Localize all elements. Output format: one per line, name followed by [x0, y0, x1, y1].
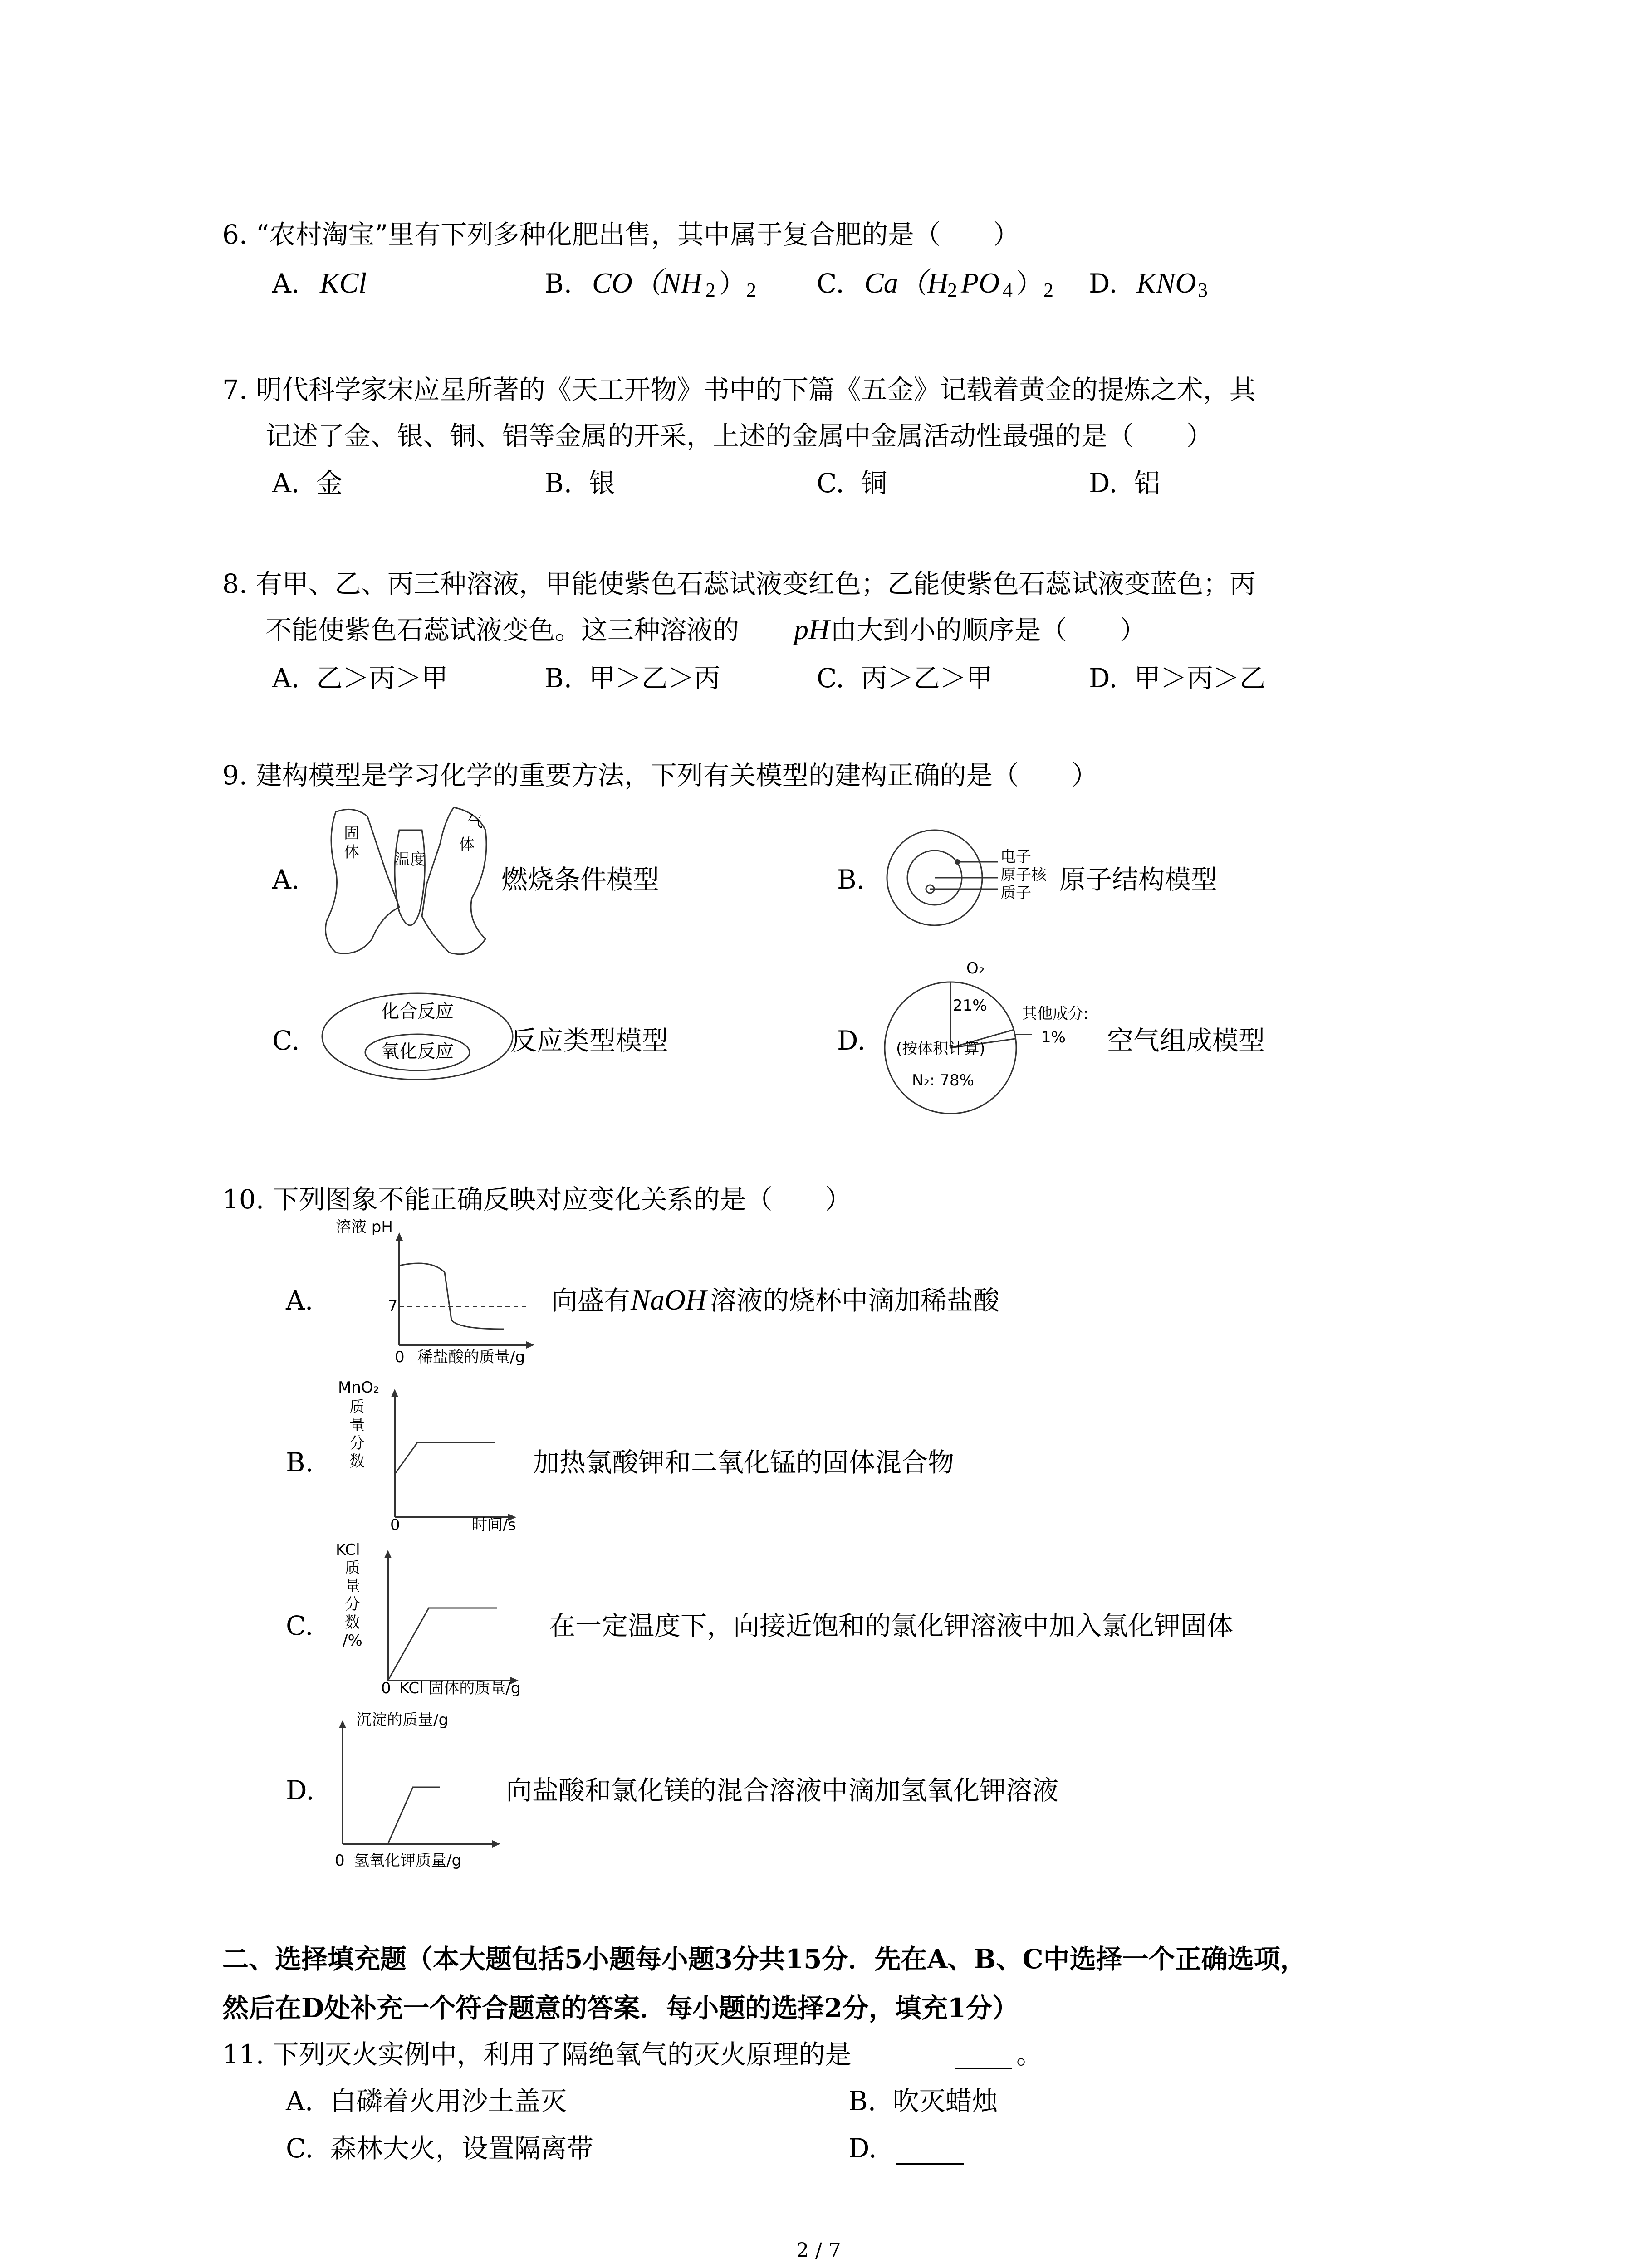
q9-d-n2: N₂: 78% [912, 1071, 974, 1090]
q7-stem-line1: 7. 明代科学家宋应星所著的《天工开物》书中的下篇《五金》记载着黄金的提炼之术，其 [222, 374, 1256, 405]
q6-option-d-label: D. [1089, 268, 1117, 299]
q10-b-xlabel: 时间/s [472, 1516, 516, 1534]
q10-c-ylabel-1: KCl [336, 1541, 360, 1559]
q10-a-text-pre: 向盛有 [551, 1285, 631, 1316]
q10-c-ylabel-4: 分 [345, 1595, 360, 1613]
q6-stem: 6. “农村淘宝”里有下列多种化肥出售，其中属于复合肥的是（ ） [222, 219, 1020, 250]
q11-option-b: B. 吹灭蜡烛 [848, 2086, 998, 2116]
q10-option-d-label: D. [286, 1775, 314, 1806]
q9-option-c-label: C. [272, 1025, 300, 1056]
q7-option-a: A. 金 [272, 468, 343, 499]
q10-a-text-post: 溶液的烧杯中滴加稀盐酸 [710, 1285, 1000, 1316]
q7-option-c: C. 铜 [817, 468, 887, 499]
q11-option-c: C. 森林大火，设置隔离带 [286, 2133, 593, 2164]
q10-option-a-label: A. [286, 1285, 314, 1316]
q10-a-naoh: NaOH [631, 1284, 707, 1316]
q10-stem: 10. 下列图象不能正确反映对应变化关系的是（ ） [222, 1184, 852, 1215]
q6-option-c-paren: ） [1016, 268, 1043, 299]
q11-option-d-blank[interactable] [896, 2135, 964, 2165]
q8-stem-ph: pH [794, 613, 830, 645]
q9-c-inner-label: 氧化反应 [381, 1041, 454, 1062]
q10-a-xlabel: 稀盐酸的质量/g [417, 1348, 525, 1366]
q9-d-other: 其他成分: [1022, 1005, 1089, 1023]
q10-d-ylabel: 沉淀的质量/g [356, 1711, 449, 1729]
q10-option-c-text: 在一定温度下，向接近饱和的氯化钾溶液中加入氯化钾固体 [549, 1610, 1234, 1641]
q9-b-electron: 电子 [1000, 848, 1031, 866]
q10-b-ylabel-4: 分 [349, 1434, 365, 1452]
q6-option-c-formula: Ca（H [864, 267, 948, 299]
q8-option-d: D. 甲＞丙＞乙 [1089, 663, 1266, 694]
q9-option-d-text: 空气组成模型 [1107, 1025, 1265, 1056]
q10-b-ylabel-5: 数 [349, 1452, 365, 1471]
q10-c-xlabel: KCl 固体的质量/g [399, 1679, 521, 1697]
q7-option-b: B. 银 [544, 468, 615, 499]
q6-option-c-sub2: 4 [1003, 279, 1013, 301]
q10-b-zero: 0 [390, 1516, 400, 1534]
q11-option-d: D. [848, 2133, 877, 2164]
q9-d-calc: (按体积计算) [896, 1040, 985, 1058]
q9-b-nucleus: 原子核 [1000, 866, 1047, 884]
q10-a-seven: 7 [388, 1297, 398, 1315]
q9-c-outer-label: 化合反应 [381, 1001, 454, 1022]
q9-option-c-text: 反应类型模型 [510, 1025, 669, 1056]
q8-option-a: A. 乙＞丙＞甲 [272, 663, 448, 694]
q9-option-a-label: A. [272, 864, 300, 895]
q6-option-c-label: C. [817, 268, 844, 299]
q6-option-c-po: PO [961, 267, 1000, 299]
q10-option-c-label: C. [286, 1610, 314, 1641]
q10-a-graph [390, 1232, 535, 1366]
q10-d-xlabel: 氢氧化钾质量/g [354, 1852, 462, 1870]
q10-b-ylabel-1: MnO₂ [338, 1378, 380, 1397]
q11-stem: 11. 下列灭火实例中，利用了隔绝氧气的灭火原理的是 [222, 2039, 852, 2070]
q10-c-ylabel-6: /% [343, 1632, 362, 1650]
q6-option-b-label: B. [544, 268, 573, 299]
q6-option-b-sub: 2 [705, 279, 715, 301]
q10-b-ylabel-2: 质 [349, 1398, 365, 1416]
q9-a-solid-char2: 体 [344, 843, 359, 861]
q7-stem-line2: 记述了金、银、铜、铝等金属的开采，上述的金属中金属活动性最强的是（ ） [265, 420, 1213, 451]
q9-stem: 9. 建构模型是学习化学的重要方法，下列有关模型的建构正确的是（ ） [222, 760, 1098, 791]
q6-option-a: KCl [320, 267, 367, 299]
q9-d-o2: O₂ [966, 959, 985, 978]
q9-option-b-label: B. [837, 864, 865, 895]
q10-option-b-text: 加热氯酸钾和二氧化锰的固体混合物 [533, 1447, 955, 1478]
q9-option-a-text: 燃烧条件模型 [501, 864, 660, 895]
q9-b-proton: 质子 [1000, 884, 1031, 902]
q10-c-zero: 0 [381, 1679, 391, 1697]
q9-a-gas-char2: 体 [459, 836, 475, 854]
q10-d-zero: 0 [335, 1852, 345, 1870]
q10-option-d-text: 向盐酸和氯化镁的混合溶液中滴加氢氧化钾溶液 [506, 1775, 1059, 1806]
q6-option-b-sub2: 2 [746, 279, 756, 301]
q7-option-d: D. 铝 [1089, 468, 1161, 499]
section2-heading-line1: 二、选择填充题（本大题包括5小题每小题3分共15分．先在A、B、C中选择一个正确选项， [222, 1944, 1307, 1975]
q8-stem-line1: 8. 有甲、乙、丙三种溶液，甲能使紫色石蕊试液变红色；乙能使紫色石蕊试液变蓝色；丙 [222, 568, 1256, 599]
q6-option-d-formula: KNO [1136, 267, 1196, 299]
q10-a-zero: 0 [395, 1348, 405, 1366]
q6-option-a-label: A. [272, 268, 300, 299]
q9-d-21: 21% [953, 997, 987, 1015]
air-composition-pie [882, 959, 1046, 1116]
q9-option-d-label: D. [837, 1025, 866, 1056]
q9-option-b-text: 原子结构模型 [1059, 864, 1218, 895]
q10-b-graph [386, 1388, 517, 1524]
q10-c-ylabel-2: 质 [345, 1559, 360, 1577]
page-number: 2 / 7 [796, 2239, 841, 2262]
section2-heading-line2: 然后在D处补充一个符合题意的答案．每小题的选择2分，填充1分） [222, 1993, 1019, 2024]
q9-d-1pct: 1% [1041, 1028, 1066, 1046]
q11-stem-end: 。 [1016, 2039, 1043, 2070]
q10-a-ylabel: 溶液 pH [336, 1218, 393, 1236]
q8-stem-line2-a: 不能使紫色石蕊试液变色。这三种溶液的 [265, 615, 740, 645]
q6-option-b-formula: CO（NH [592, 267, 702, 299]
q6-option-c-sub: 2 [947, 279, 957, 301]
q10-d-graph [333, 1719, 501, 1855]
q10-c-ylabel-3: 量 [345, 1577, 360, 1595]
q6-option-c-sub3: 2 [1043, 279, 1053, 301]
q9-a-temp: 温度 [395, 850, 426, 869]
q8-option-b: B. 甲＞乙＞丙 [544, 663, 720, 694]
q8-stem-line2-b: 由大到小的顺序是（ ） [830, 615, 1146, 645]
q10-b-ylabel-3: 量 [349, 1416, 365, 1434]
q10-c-ylabel-5: 数 [345, 1613, 360, 1632]
q6-option-d-sub: 3 [1198, 279, 1208, 301]
q9-a-gas-char1: 气 [467, 813, 483, 831]
q10-c-graph [379, 1549, 519, 1690]
q8-option-c: C. 丙＞乙＞甲 [817, 663, 993, 694]
q11-answer-blank[interactable] [955, 2041, 1012, 2069]
q11-option-a: A. 白磷着火用沙土盖灭 [286, 2086, 567, 2116]
q10-option-b-label: B. [286, 1447, 314, 1478]
q9-a-solid-char1: 固 [344, 824, 359, 842]
q6-option-b-paren: ） [719, 268, 746, 299]
